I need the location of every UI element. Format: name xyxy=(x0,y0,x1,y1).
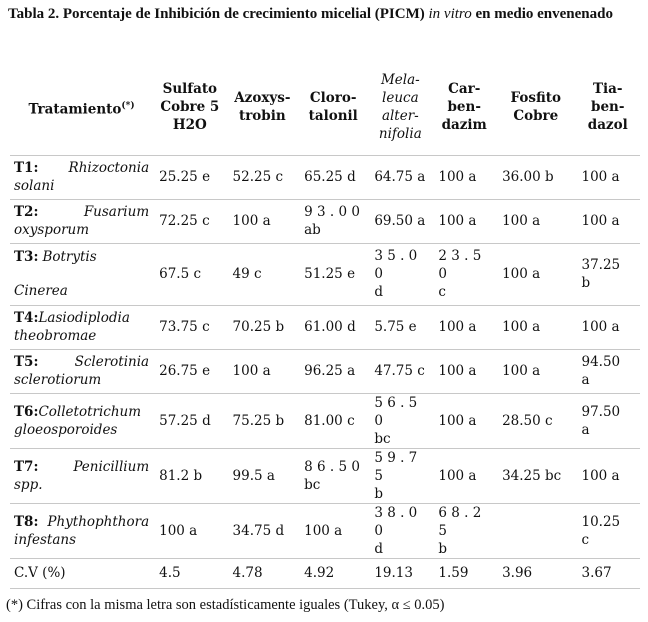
organism-name-1: Lasiodiplodia xyxy=(38,310,130,326)
table-cell: 100 a xyxy=(496,305,575,349)
header-col-line: Sulfato xyxy=(162,81,218,98)
organism-name-2: gloeosporoides xyxy=(14,421,118,438)
organism-name-2: sclerotiorum xyxy=(14,372,102,388)
organism-name-2: Cinerea xyxy=(14,283,68,299)
cell-line: b xyxy=(581,275,591,291)
table-cell xyxy=(576,243,641,305)
treatment-id: T1: xyxy=(14,160,39,176)
treatment-cell xyxy=(10,349,153,393)
table-cell: 4.78 xyxy=(227,558,299,588)
cell-line: 37.25 xyxy=(581,257,621,273)
table-cell: 100 a xyxy=(298,503,368,558)
table-cell: 96.25 a xyxy=(298,349,368,393)
organism-name-1: Botrytis xyxy=(42,249,97,265)
table-cell: 100 a xyxy=(576,305,641,349)
table-cell: 3.67 xyxy=(576,558,641,588)
table-cell: 28.50 c xyxy=(496,393,575,448)
table-cell: 100 a xyxy=(153,503,226,558)
table-caption xyxy=(8,4,638,24)
table-cell: 4.92 xyxy=(298,558,368,588)
treatment-cell xyxy=(10,448,153,503)
table-cell: 3.96 xyxy=(496,558,575,588)
treatment-line-1 xyxy=(14,248,149,266)
table-cell: 73.75 c xyxy=(153,305,226,349)
cv-label: C.V (%) xyxy=(10,558,153,588)
table-cell: 100 a xyxy=(432,305,496,349)
caption-italic: in vitro xyxy=(428,6,472,22)
organism-name-2: theobromae xyxy=(14,328,97,344)
table-cell: 65.25 d xyxy=(298,155,368,199)
header-col-line: Mela- xyxy=(380,72,420,89)
treatment-id: T3: xyxy=(14,249,39,265)
table-cell: 100 a xyxy=(432,393,496,448)
table-cell: 25.25 e xyxy=(153,155,226,199)
table-cell: 100 a xyxy=(496,243,575,305)
table-cell xyxy=(432,503,496,558)
cell-line: 2 3 . 5 0 xyxy=(438,248,482,282)
header-col-line: dazol xyxy=(587,117,628,134)
table-cell: 100 a xyxy=(576,155,641,199)
treatment-cell xyxy=(10,155,153,199)
table-cell: 100 a xyxy=(496,199,575,243)
treatment-line-1 xyxy=(14,403,149,421)
table-row xyxy=(10,305,640,349)
table-cell: 36.00 b xyxy=(496,155,575,199)
cell-line: c xyxy=(438,284,446,300)
table-cell: 67.5 c xyxy=(153,243,226,305)
organism-name-1: Penicillium xyxy=(73,458,150,475)
table-cell: 5.75 e xyxy=(368,305,432,349)
header-col-line: Cobre 5 xyxy=(160,99,220,116)
cell-line: 5 6 . 5 0 xyxy=(374,394,418,429)
header-col-line: ben- xyxy=(447,99,481,116)
table-cell: 64.75 a xyxy=(368,155,432,199)
cell-line: a xyxy=(581,421,590,438)
treatment-id: T6: xyxy=(14,403,39,420)
header-col-7 xyxy=(576,60,641,155)
header-col-4 xyxy=(368,60,432,155)
organism-name-1: Colletotrichum xyxy=(38,403,142,420)
table-cell: 100 a xyxy=(432,349,496,393)
header-col-3 xyxy=(298,60,368,155)
treatment-line-1 xyxy=(14,159,149,177)
caption-suffix: en medio envenenado xyxy=(475,6,613,22)
cell-line: d xyxy=(374,540,383,557)
treatment-id: T7: xyxy=(14,458,39,475)
table-cell: 100 a xyxy=(576,448,641,503)
organism-name-2: spp. xyxy=(14,476,43,493)
header-col-line: nifolia xyxy=(378,126,422,143)
header-col-line: Car- xyxy=(448,81,481,98)
header-col-6 xyxy=(496,60,575,155)
cell-line: ab xyxy=(304,222,321,238)
table-cell xyxy=(576,503,641,558)
treatment-line-1 xyxy=(14,353,149,371)
cell-line: b xyxy=(438,540,448,557)
header-col-5 xyxy=(432,60,496,155)
table-row xyxy=(10,243,640,305)
table-cell: 57.25 d xyxy=(153,393,226,448)
table-cell: 100 a xyxy=(432,448,496,503)
table-cell: 100 a xyxy=(227,349,299,393)
table-cell: 4.5 xyxy=(153,558,226,588)
treatment-label: Tratamiento xyxy=(28,101,122,117)
table-cell xyxy=(368,393,432,448)
table-cell xyxy=(298,448,368,503)
header-col-line: Cobre xyxy=(513,108,559,125)
table-cell: 1.59 xyxy=(432,558,496,588)
table-cell xyxy=(576,393,641,448)
organism-name-2: infestans xyxy=(14,531,77,548)
treatment-line-1 xyxy=(14,458,149,476)
cell-line: bc xyxy=(374,430,391,447)
organism-name-2: solani xyxy=(14,178,55,194)
table-cell: 81.00 c xyxy=(298,393,368,448)
header-col-line: ben- xyxy=(591,99,625,116)
treatment-cell xyxy=(10,503,153,558)
header-col-line: trobin xyxy=(238,108,286,125)
header-col-line: leuca xyxy=(382,90,419,107)
table-cell: 100 a xyxy=(227,199,299,243)
table-row xyxy=(10,349,640,393)
treatment-sup: (*) xyxy=(121,100,135,111)
table-cell: 19.13 xyxy=(368,558,432,588)
table-cell: 69.50 a xyxy=(368,199,432,243)
header-col-line: Cloro- xyxy=(309,90,357,107)
table-cell: 47.75 c xyxy=(368,349,432,393)
table-row xyxy=(10,199,640,243)
header-row xyxy=(10,60,640,155)
table-row xyxy=(10,155,640,199)
table-cell: 72.25 c xyxy=(153,199,226,243)
table-cell xyxy=(576,349,641,393)
treatment-cell xyxy=(10,393,153,448)
organism-name-1: Rhizoctonia xyxy=(68,160,150,176)
table-body xyxy=(10,155,640,588)
header-col-line: Fosfito xyxy=(510,90,562,107)
table-cell: 49 c xyxy=(227,243,299,305)
organism-name-1: Fusarium xyxy=(83,204,150,220)
table-cell xyxy=(368,503,432,558)
header-treatment xyxy=(10,60,153,155)
cell-line: 10.25 xyxy=(581,513,621,530)
cell-line: 97.50 xyxy=(581,403,621,420)
cell-line: 3 8 . 0 0 xyxy=(374,504,418,539)
cell-line: bc xyxy=(304,476,321,493)
table-cell: 52.25 c xyxy=(227,155,299,199)
organism-name-2: oxysporum xyxy=(14,222,90,238)
table-cell: 75.25 b xyxy=(227,393,299,448)
header-col-2 xyxy=(227,60,299,155)
cell-line: 8 6 . 5 0 xyxy=(304,458,360,475)
header-col-line: alter- xyxy=(381,108,419,125)
cell-line: 5 9 . 7 5 xyxy=(374,449,418,484)
table-cell: 61.00 d xyxy=(298,305,368,349)
table-cell xyxy=(432,243,496,305)
treatment-line-1 xyxy=(14,309,149,327)
treatment-cell xyxy=(10,243,153,305)
organism-name-1: Phythophthora xyxy=(47,513,150,530)
table-row xyxy=(10,448,640,503)
caption-prefix: Tabla 2. Porcentaje de Inhibición de crecimiento micelial (PICM) xyxy=(8,6,425,22)
table-cell: 34.75 d xyxy=(227,503,299,558)
table-cell: 26.75 e xyxy=(153,349,226,393)
table-cell: 99.5 a xyxy=(227,448,299,503)
treatment-id: T5: xyxy=(14,354,39,370)
cell-line: c xyxy=(581,531,590,548)
treatment-line-1 xyxy=(14,203,149,221)
header-col-line: H2O xyxy=(172,117,207,134)
treatment-id: T4: xyxy=(14,310,39,326)
treatment-cell xyxy=(10,305,153,349)
cell-line: 94.50 xyxy=(581,354,621,370)
treatment-cell xyxy=(10,199,153,243)
cell-line: 6 8 . 2 5 xyxy=(438,504,482,539)
organism-name-1: Sclerotinia xyxy=(74,354,150,370)
table-cell: 100 a xyxy=(576,199,641,243)
results-table xyxy=(10,60,640,589)
cell-line: b xyxy=(374,485,383,502)
treatment-id: T8: xyxy=(14,513,39,530)
table-row xyxy=(10,393,640,448)
table-cell: 51.25 e xyxy=(298,243,368,305)
footnote: (*) Cifras con la misma letra son estadísticamente iguales (Tukey, α ≤ 0.05) xyxy=(6,597,445,613)
header-col-1 xyxy=(153,60,226,155)
cell-line: 9 3 . 0 0 xyxy=(304,204,360,220)
table-cell xyxy=(298,199,368,243)
header-col-line: talonil xyxy=(308,108,358,125)
table-cell: 100 a xyxy=(496,349,575,393)
table-cell: 70.25 b xyxy=(227,305,299,349)
cv-row xyxy=(10,558,640,588)
table-cell: 100 a xyxy=(432,155,496,199)
table-cell: 100 a xyxy=(432,199,496,243)
header-col-line: dazim xyxy=(441,117,487,134)
table-cell xyxy=(368,243,432,305)
table-cell: 81.2 b xyxy=(153,448,226,503)
header-col-line: Azoxys- xyxy=(234,90,291,107)
table-row xyxy=(10,503,640,558)
cell-line: 3 5 . 0 0 xyxy=(374,248,418,282)
treatment-id: T2: xyxy=(14,204,39,220)
cell-line: a xyxy=(581,372,590,388)
treatment-line-1 xyxy=(14,513,149,531)
table-cell xyxy=(368,448,432,503)
table-cell xyxy=(496,503,575,558)
cell-line: d xyxy=(374,284,383,300)
header-col-line: Tia- xyxy=(592,81,623,98)
table-cell: 34.25 bc xyxy=(496,448,575,503)
